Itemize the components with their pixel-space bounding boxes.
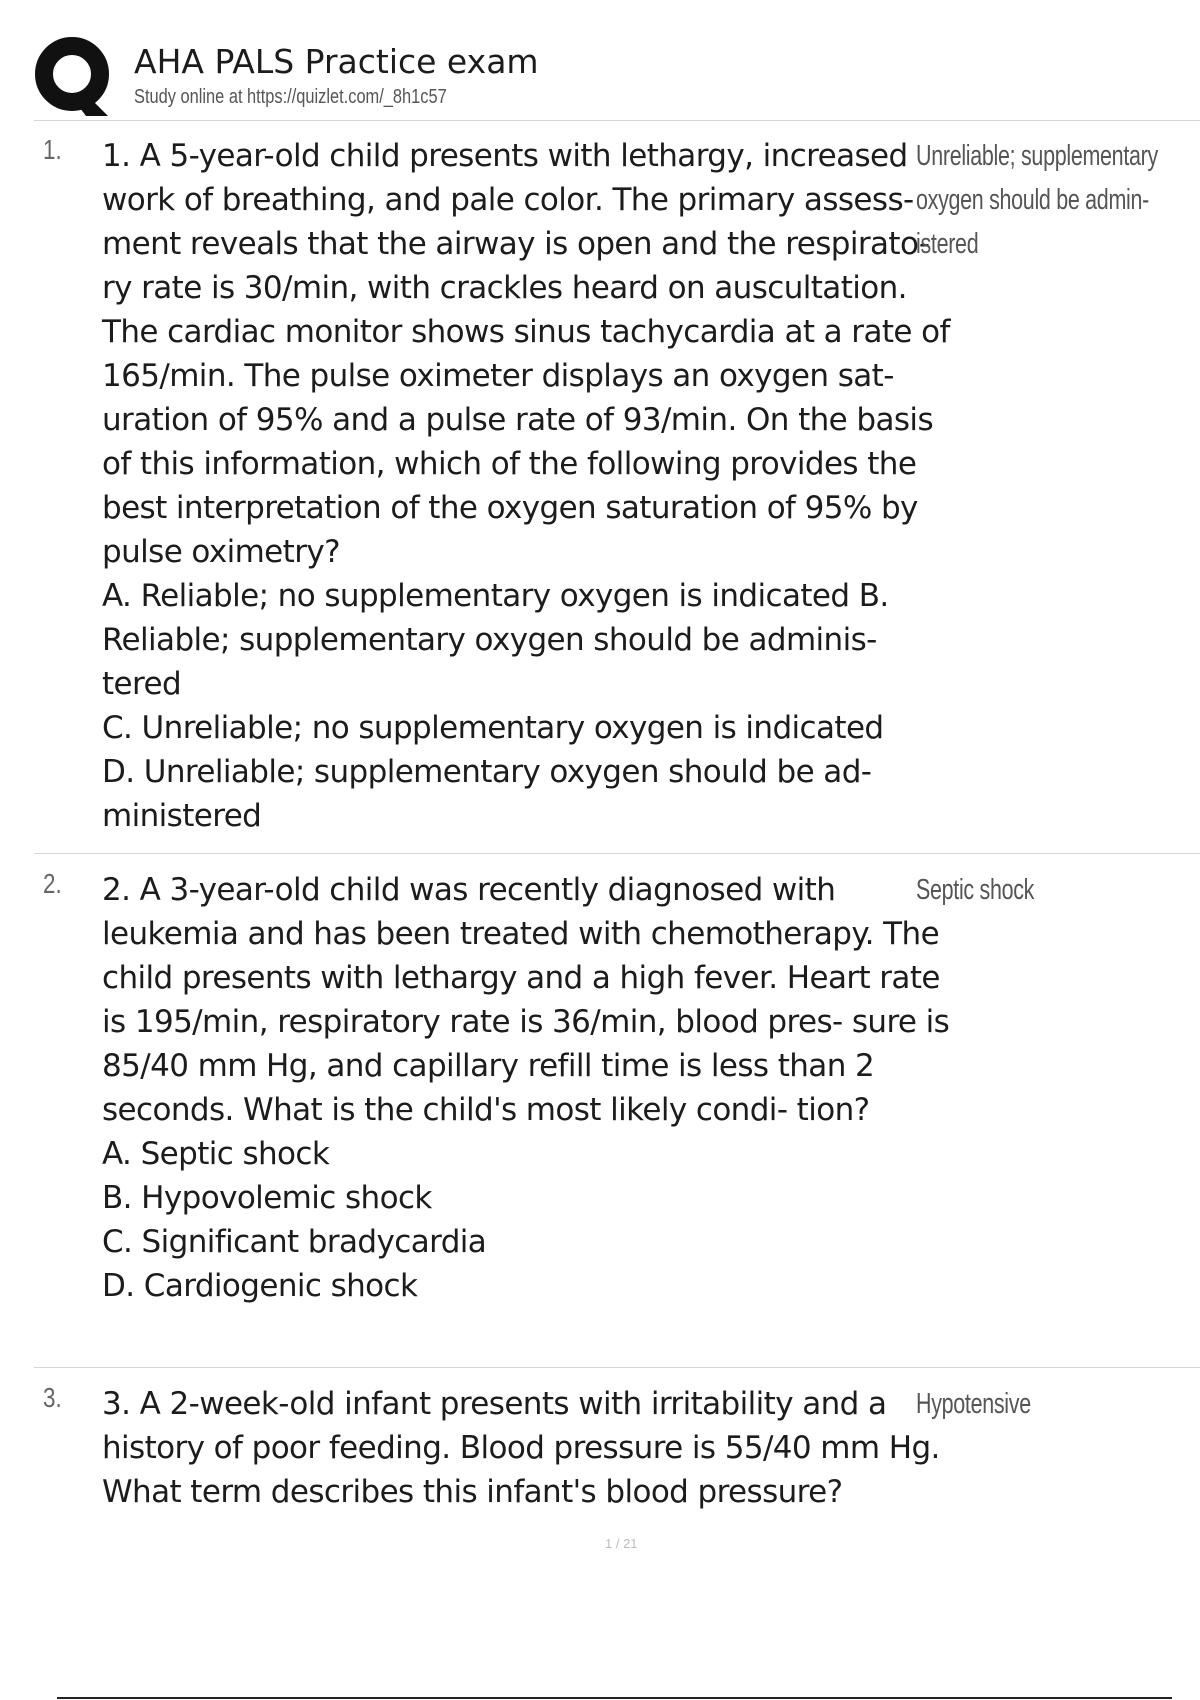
- page-title: AHA PALS Practice exam: [134, 42, 539, 81]
- option-d: D. Unreliable; supplementary oxygen should be ad- ministered: [102, 754, 872, 834]
- quizlet-logo-icon: [34, 36, 114, 116]
- divider: [34, 120, 1200, 121]
- card-number: 3.: [43, 1382, 62, 1413]
- question-stem: 1. A 5-year-old child presents with lethargy, increased work of breathing, and pale color. The primary assess- ment reveals that the airway is open and the respirato- ry rate is 30/min, with crackles heard on auscultation. The cardiac monitor shows sinus tachycardia at a rate of 165/min. The pulse oximeter displays an oxygen sat- uration of 95% and a pulse rate of 93/min. On the basis of this information, which of the following provides the best interpretation of the oxygen saturation of 95% by pulse oximetry?: [102, 138, 950, 570]
- option-b: B. Hypovolemic shock: [102, 1180, 432, 1216]
- question-stem: 3. A 2-week-old infant presents with irritability and a history of poor feeding. Blood pressure is 55/40 mm Hg. What term describes this infant's blood pressure?: [102, 1386, 940, 1510]
- card-number: 1.: [43, 134, 62, 165]
- divider: [34, 853, 1200, 854]
- card-number: 2.: [43, 868, 62, 899]
- option-d: D. Cardiogenic shock: [102, 1268, 418, 1304]
- option-a-b: A. Reliable; no supplementary oxygen is indicated B. Reliable; supplementary oxygen should be adminis- tered: [102, 578, 889, 702]
- option-c: C. Unreliable; no supplementary oxygen is indicated: [102, 710, 884, 746]
- bottom-rule: [57, 1697, 1172, 1699]
- study-online-link-text: Study online at https://quizlet.com/_8h1c57: [134, 86, 447, 108]
- page-number: 1 / 21: [605, 1536, 638, 1551]
- option-c: C. Significant bradycardia: [102, 1224, 487, 1260]
- option-a: A. Septic shock: [102, 1136, 330, 1172]
- question-stem: 2. A 3-year-old child was recently diagnosed with leukemia and has been treated with chemotherapy. The child presents with lethargy and a high fever. Heart rate is 195/min, respiratory rate is 36/min, blood pres- sure is 85/40 mm Hg, and capillary refill time is less than 2 seconds. What is the child's most likely condi- tion?: [102, 872, 950, 1128]
- question-text: [102, 868, 954, 1308]
- answer-text: Unreliable; supplementary oxygen should be admin- istered: [916, 140, 1158, 260]
- page-header: [34, 34, 1200, 120]
- question-text: [102, 1382, 954, 1514]
- question-text: [102, 134, 954, 838]
- answer-text: Hypotensive: [916, 1388, 1031, 1420]
- divider: [34, 1367, 1200, 1368]
- answer-text: Septic shock: [916, 874, 1035, 906]
